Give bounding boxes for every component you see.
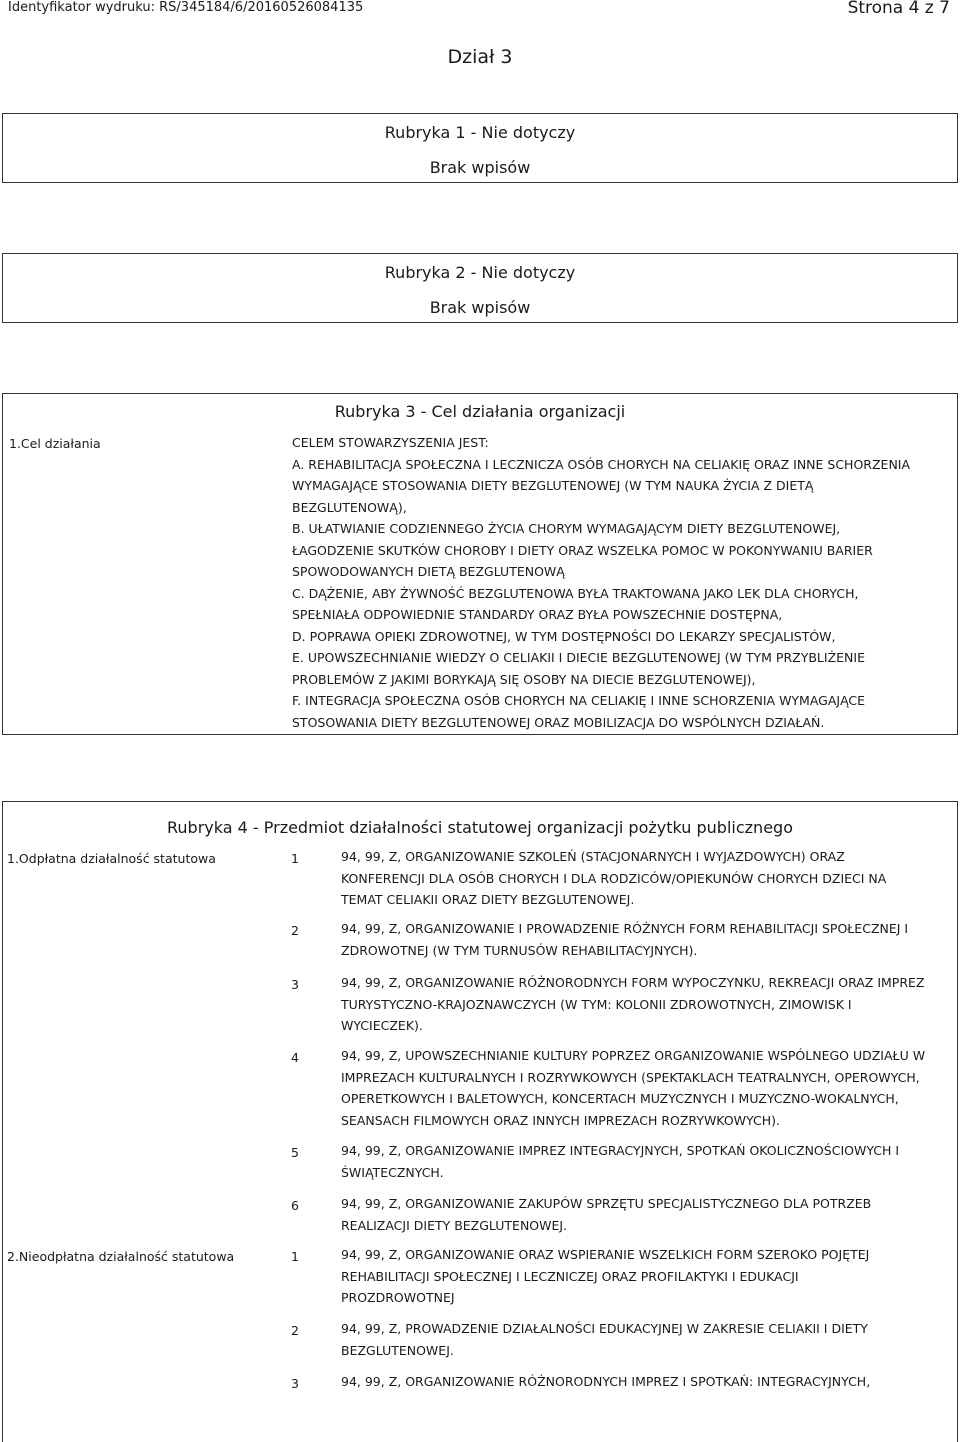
rubryka-4-title: Rubryka 4 - Przedmiot działalności statutowej organizacji pożytku publicznego [167,818,793,837]
activity-item [341,918,908,961]
activity-line: 94, 99, Z, PROWADZENIE DZIAŁALNOŚCI EDUKACYJNEJ W ZAKRESIE CELIAKII I DIETY [341,1321,868,1336]
rubryka-3-text [292,432,910,733]
activity-line: PROZDROWOTNEJ [341,1290,455,1305]
item-number: 5 [291,1145,299,1160]
item-number: 2 [291,1323,299,1338]
activity-line: 94, 99, Z, ORGANIZOWANIE ORAZ WSPIERANIE WSZELKICH FORM SZEROKO POJĘTEJ [341,1247,870,1262]
activity-line: REALIZACJI DIETY BEZGLUTENOWEJ. [341,1217,568,1233]
activity-line: ZDROWOTNEJ (W TYM TURNUSÓW REHABILITACYJNYCH). [341,942,698,958]
activity-item [341,1045,925,1131]
activity-line: 94, 99, Z, UPOWSZECHNIANIE KULTURY POPRZEZ ORGANIZOWANIE WSPÓLNEGO UDZIAŁU W [341,1048,926,1063]
rubryka-3-label: 1.Cel działania [9,436,101,451]
activity-line: TURYSTYCZNO-KRAJOZNAWCZYCH (W TYM: KOLONII ZDROWOTNYCH, ZIMOWISK I [341,996,852,1012]
activity-line: 94, 99, Z, ORGANIZOWANIE IMPREZ INTEGRACYJNYCH, SPOTKAŃ OKOLICZNOŚCIOWYCH I [341,1143,900,1158]
cel-line: F. INTEGRACJA SPOŁECZNA OSÓB CHORYCH NA CELIAKIĘ I INNE SCHORZENIA WYMAGAJĄCE [292,693,866,708]
activity-line: REHABILITACJI SPOŁECZNEJ I LECZNICZEJ ORAZ PROFILAKTYKI I EDUKACJI [341,1268,799,1284]
activity-line: KONFERENCJI DLA OSÓB CHORYCH I DLA RODZICÓW/OPIEKUNÓW CHORYCH DZIECI NA [341,870,887,886]
group-label-nieodplatna: 2.Nieodpłatna działalność statutowa [7,1249,235,1264]
cel-line: E. UPOWSZECHNIANIE WIEDZY O CELIAKII I DIECIE BEZGLUTENOWEJ (W TYM PRZYBLIŻENIE [292,650,865,665]
rubryka-2-empty: Brak wpisów [429,298,531,317]
rubryka-2-title: Rubryka 2 - Nie dotyczy [384,263,576,282]
activity-line: WYCIECZEK). [341,1018,423,1033]
item-number: 1 [291,851,299,866]
rubryka-3-box [2,393,958,735]
cel-line: CELEM STOWARZYSZENIA JEST: [292,435,489,450]
cel-line: PROBLEMÓW Z JAKIMI BORYKAJĄ SIĘ OSOBY NA DIECIE BEZGLUTENOWEJ), [292,671,756,687]
activity-line: TEMAT CELIAKII ORAZ DIETY BEZGLUTENOWEJ. [341,892,635,907]
rubryka-1-title: Rubryka 1 - Nie dotyczy [384,123,576,142]
activity-item [341,1318,868,1361]
cel-line: D. POPRAWA OPIEKI ZDROWOTNEJ, W TYM DOSTĘPNOŚCI DO LEKARZY SPECJALISTÓW, [292,628,836,644]
activity-line: 94, 99, Z, ORGANIZOWANIE I PROWADZENIE RÓŻNYCH FORM REHABILITACJI SPOŁECZNEJ I [341,921,909,936]
activity-line: 94, 99, Z, ORGANIZOWANIE SZKOLEŃ (STACJONARNYCH I WYJAZDOWYCH) ORAZ [341,849,845,864]
rubryka-2-box [2,253,958,323]
section-title: Dział 3 [447,46,513,68]
activity-line: IMPREZACH KULTURALNYCH I ROZRYWKOWYCH (SPEKTAKLACH TEATRALNYCH, OPEROWYCH, [341,1069,920,1085]
activity-item [341,1244,869,1309]
cel-line: SPEŁNIAŁA ODPOWIEDNIE STANDARDY ORAZ BYŁA POWSZECHNIE DOSTĘPNA, [292,607,783,622]
cel-line: SPOWODOWANYCH DIETĄ BEZGLUTENOWĄ [292,564,565,579]
item-number: 1 [291,1249,299,1264]
activity-item [341,972,925,1037]
activity-line: 94, 99, Z, ORGANIZOWANIE ZAKUPÓW SPRZĘTU SPECJALISTYCZNEGO DLA POTRZEB [341,1196,872,1211]
item-number: 3 [291,1376,299,1391]
item-number: 2 [291,923,299,938]
activity-item [341,1193,871,1236]
cel-line: B. UŁATWIANIE CODZIENNEGO ŻYCIA CHORYM WYMAGAJĄCYM DIETY BEZGLUTENOWEJ, [292,521,841,536]
page-number: Strona 4 z 7 [847,0,950,18]
rubryka-1-empty: Brak wpisów [429,158,531,177]
group-label-odplatna: 1.Odpłatna działalność statutowa [7,851,216,866]
activity-line: ŚWIĄTECZNYCH. [341,1164,444,1180]
cel-line: C. DĄŻENIE, ABY ŻYWNOŚĆ BEZGLUTENOWA BYŁA TRAKTOWANA JAKO LEK DLA CHORYCH, [292,585,859,601]
activity-line: BEZGLUTENOWEJ. [341,1342,454,1358]
activity-line: SEANSACH FILMOWYCH ORAZ INNYCH IMPREZACH ROZRYWKOWYCH). [341,1112,780,1128]
cel-line: A. REHABILITACJA SPOŁECZNA I LECZNICZA OSÓB CHORYCH NA CELIAKIĘ ORAZ INNE SCHORZENIA [292,456,911,472]
rubryka-3-title: Rubryka 3 - Cel działania organizacji [334,402,626,421]
activity-item [341,846,886,911]
item-number: 3 [291,977,299,992]
rubryka-1-box [2,113,958,183]
activity-line: 94, 99, Z, ORGANIZOWANIE RÓŻNORODNYCH IMPREZ I SPOTKAŃ: INTEGRACYJNYCH, [341,1374,871,1389]
activity-item [341,1140,899,1183]
cel-line: ŁAGODZENIE SKUTKÓW CHOROBY I DIETY ORAZ WSZELKA POMOC W POKONYWANIU BARIER [292,542,873,558]
rubryka-4-box [2,801,958,1442]
activity-item [341,1371,870,1393]
cel-line: WYMAGAJĄCE STOSOWANIA DIETY BEZGLUTENOWEJ (W TYM NAUKA ŻYCIA Z DIETĄ [292,478,814,493]
cel-line: BEZGLUTENOWĄ), [292,499,407,515]
item-number: 6 [291,1198,299,1213]
activity-line: 94, 99, Z, ORGANIZOWANIE RÓŻNORODNYCH FORM WYPOCZYNKU, REKREACJI ORAZ IMPREZ [341,975,925,990]
item-number: 4 [291,1050,299,1065]
print-identifier: Identyfikator wydruku: RS/345184/6/20160526084135 [8,0,364,15]
activity-line: OPERETKOWYCH I BALETOWYCH, KONCERTACH MUZYCZNYCH I MUZYCZNO-WOKALNYCH, [341,1091,899,1106]
cel-line: STOSOWANIA DIETY BEZGLUTENOWEJ ORAZ MOBILIZACJA DO WSPÓLNYCH DZIAŁAŃ. [292,714,825,730]
